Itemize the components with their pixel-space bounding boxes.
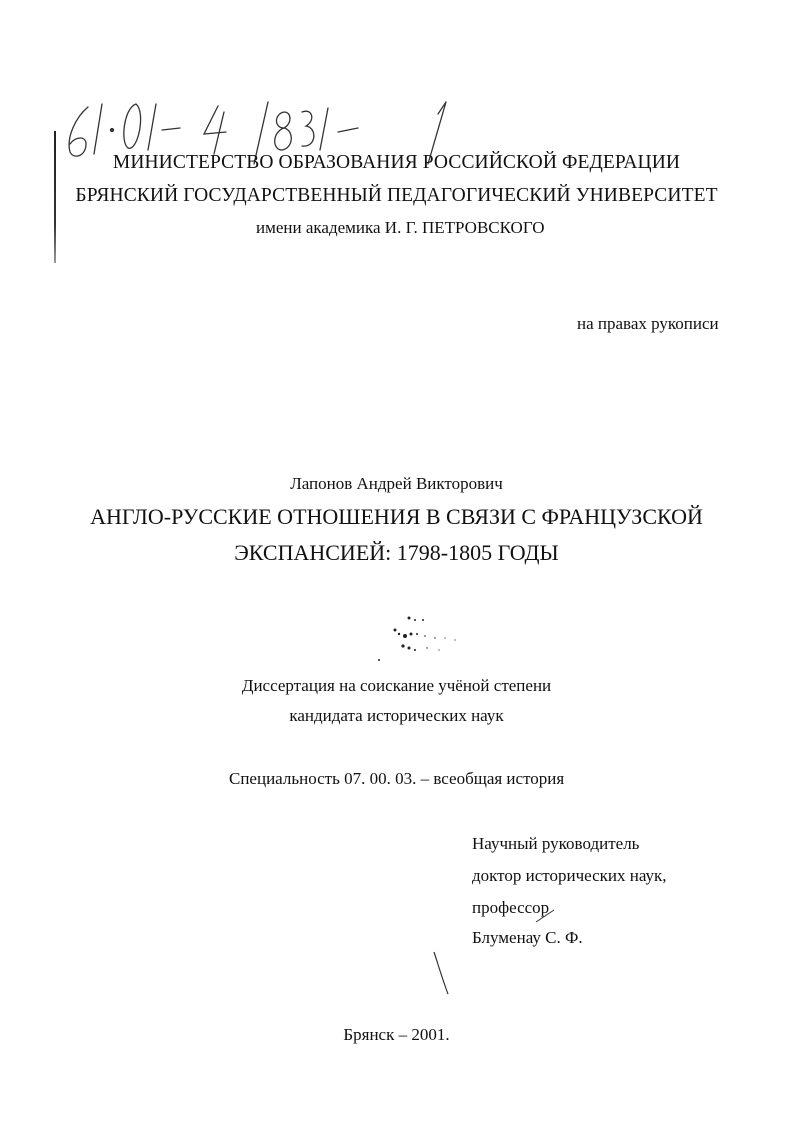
pen-stroke-mark-2 [430,950,454,996]
degree-line-1: Диссертация на соискание учёной степени [241,676,552,695]
university-named-after: имени академика И. Г. ПЕТРОВСКОГО [256,218,545,237]
city-year-footer: Брянск – 2001. [343,1025,450,1044]
author-name: Лапонов Андрей Викторович [290,474,503,493]
dissertation-title-line-1: АНГЛО-РУССКИЕ ОТНОШЕНИЯ В СВЯЗИ С ФРАНЦУЗСКОЙ [90,504,703,529]
dissertation-title-line-2: ЭКСПАНСИЕЙ: 1798-1805 ГОДЫ [234,540,559,565]
degree-line-2: кандидата исторических наук [289,706,504,725]
supervisor-label: Научный руководитель [472,834,640,853]
supervisor-degree: доктор исторических наук, [472,866,667,885]
faded-stamp-mark [365,608,485,663]
specialty: Специальность 07. 00. 03. – всеобщая история [229,769,565,788]
supervisor-rank: профессор [472,898,550,917]
manuscript-rights-note: на правах рукописи [577,314,719,333]
ministry-heading: МИНИСТЕРСТВО ОБРАЗОВАНИЯ РОССИЙСКОЙ ФЕДЕРАЦИИ [112,152,681,173]
university-heading: БРЯНСКИЙ ГОСУДАРСТВЕННЫЙ ПЕДАГОГИЧЕСКИЙ УНИВЕРСИТЕТ [75,185,718,206]
pen-stroke-mark [534,908,558,924]
supervisor-name: Блуменау С. Ф. [472,928,583,947]
